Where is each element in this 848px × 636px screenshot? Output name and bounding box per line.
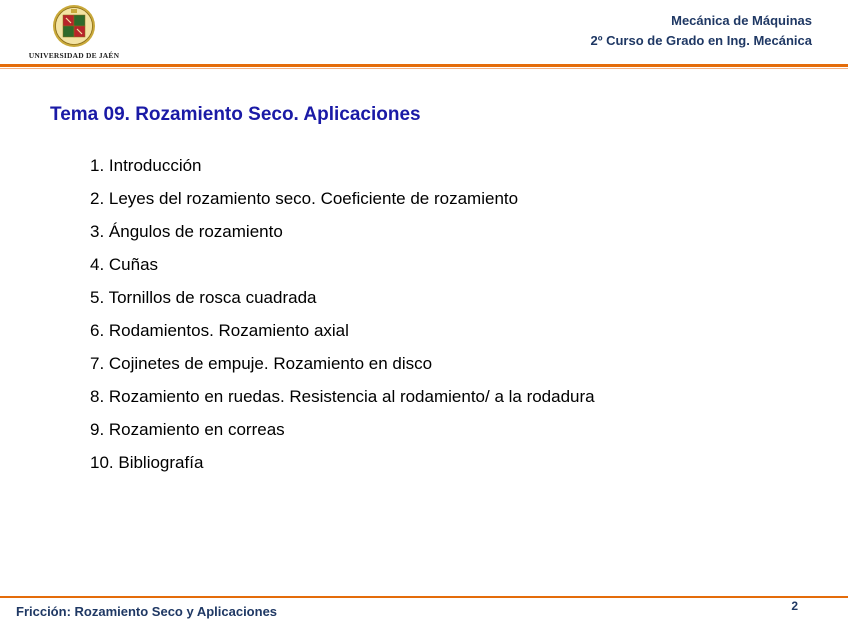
slide-title: Tema 09. Rozamiento Seco. Aplicaciones bbox=[50, 104, 421, 125]
toc-item: 8. Rozamiento en ruedas. Resistencia al rodamiento/ a la rodadura bbox=[90, 387, 595, 406]
course-level: 2º Curso de Grado en Ing. Mecánica bbox=[590, 33, 812, 48]
table-of-contents bbox=[90, 154, 595, 484]
university-crest-icon bbox=[52, 4, 96, 50]
toc-item: 1. Introducción bbox=[90, 156, 202, 175]
course-header bbox=[591, 11, 812, 51]
university-name: UNIVERSIDAD DE JAÉN bbox=[28, 51, 120, 60]
toc-item: 3. Ángulos de rozamiento bbox=[90, 222, 283, 241]
header-divider bbox=[0, 64, 848, 67]
toc-item: 10. Bibliografía bbox=[90, 453, 204, 472]
toc-item: 5. Tornillos de rosca cuadrada bbox=[90, 288, 317, 307]
footer-label: Fricción: Rozamiento Seco y Aplicaciones bbox=[16, 604, 278, 619]
footer-divider bbox=[0, 596, 848, 598]
university-logo bbox=[28, 4, 120, 62]
header-divider-shadow bbox=[0, 68, 848, 69]
page-number: 2 bbox=[791, 599, 798, 613]
toc-item: 9. Rozamiento en correas bbox=[90, 420, 285, 439]
toc-item: 7. Cojinetes de empuje. Rozamiento en disco bbox=[90, 354, 433, 373]
course-name: Mecánica de Máquinas bbox=[671, 13, 812, 28]
toc-item: 2. Leyes del rozamiento seco. Coeficiente de rozamiento bbox=[90, 189, 519, 208]
toc-item: 4. Cuñas bbox=[90, 255, 159, 274]
toc-item: 6. Rodamientos. Rozamiento axial bbox=[90, 321, 349, 340]
